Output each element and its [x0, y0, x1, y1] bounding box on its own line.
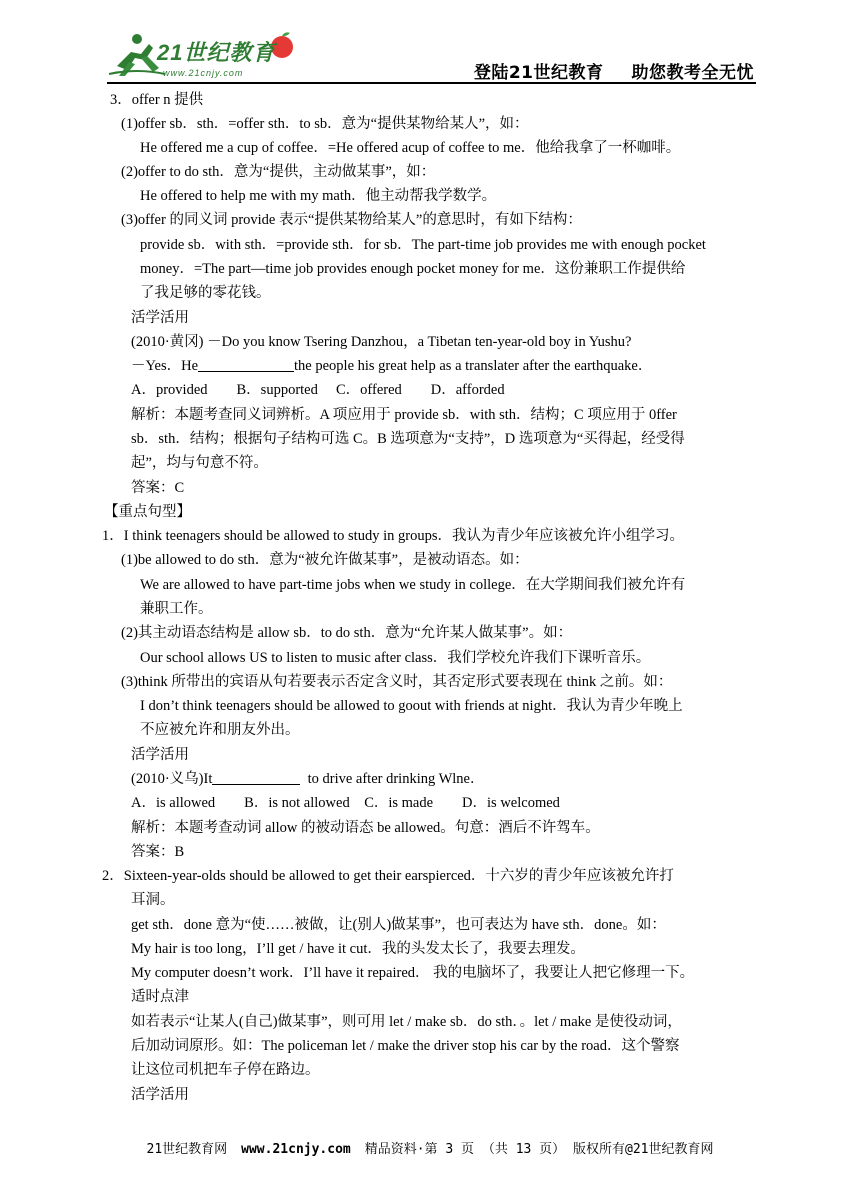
answer-line: 答案：B [131, 844, 185, 860]
text-line: (1)be allowed to do sth．意为“被允许做某事”，是被动语态。如： [121, 552, 529, 568]
header-slogan [446, 58, 754, 83]
text-line: 不应被允许和朋友外出。 [140, 722, 300, 738]
logo-url: www.21cnjy.com [163, 68, 244, 78]
page-footer [0, 1138, 860, 1157]
footer-right: 精品资料·第 3 页 （共 13 页） 版权所有@21世纪教育网 [364, 1142, 714, 1157]
text-line: (1)offer sb．sth．=offer sth．to sb．意为“提供某物给某人”，如： [121, 116, 529, 132]
section-heading: 【重点句型】 [104, 504, 191, 520]
answer-options: A．provided B．supported C．offered D．afforded [131, 382, 505, 398]
slogan-1: 登陆21世纪教育 [473, 63, 604, 83]
text-line: 2．Sixteen-year-olds should be allowed to get their earspierced．十六岁的青少年应该被允许打 [102, 868, 674, 884]
footer-site-link[interactable]: www.21cnjy.com [241, 1142, 351, 1157]
text-line: We are allowed to have part-time jobs when we study in college．在大学期间我们被允许有 [140, 577, 686, 593]
question-line: (2010·义乌)It to drive after drinking Wlne． [131, 771, 485, 787]
text-line: sb．sth．结构；根据句子结构可选 C。B 选项意为“支持”，D 选项意为“买得起，经受得 [131, 431, 685, 447]
answer-blank [198, 356, 294, 372]
text-line: 解析：本题考查动词 allow 的被动语态 be allowed。句意：酒后不许驾车。 [131, 820, 600, 836]
text-line: provide sb．with sth．=provide sth．for sb．The part-time job provides me with enough pocket [140, 237, 706, 253]
text-line: 后加动词原形。如：The policeman let / make the driver stop his car by the road．这个警察 [131, 1038, 680, 1054]
text-line: 如若表示“让某人(自己)做某事”，则可用 let / make sb．do sth．。let / make 是使役动词， [131, 1014, 682, 1030]
text-line: (3)offer 的同义词 provide 表示“提供某物给某人”的意思时，有如下结构： [121, 212, 582, 228]
practice-label: 活学活用 [131, 1087, 189, 1103]
answer-line: 答案：C [131, 480, 185, 496]
logo [107, 30, 307, 80]
text-line: get sth．done 意为“使……被做，让(别人)做某事”，也可表达为 have sth．done。如： [131, 917, 666, 933]
logo-text: 21世纪教育 [157, 40, 276, 65]
header-rule [107, 82, 756, 84]
text-line: My computer doesn’t work．I’ll have it repaired． 我的电脑坏了，我要让人把它修理一下。 [131, 965, 695, 981]
text-line: (2010·黄冈) －Do you know Tsering Danzhou，a Tibetan ten-year-old boy in Yushu? [131, 334, 632, 350]
text-line: (2)offer to do sth．意为“提供，主动做某事”，如： [121, 164, 436, 180]
text-line: 兼职工作。 [140, 601, 213, 617]
question-line: －Yes．He the people his great help as a translater after the earthquake． [131, 358, 653, 374]
text-line: I don’t think teenagers should be allowed to goout with friends at night．我认为青少年晚上 [140, 698, 683, 714]
answer-options: A．is allowed B．is not allowed C．is made D．is welcomed [131, 795, 560, 811]
text-line: 1．I think teenagers should be allowed to study in groups．我认为青少年应该被允许小组学习。 [102, 528, 684, 544]
section-heading: 3．offer n 提供 [110, 92, 204, 108]
page-header [107, 28, 756, 84]
text-line: 耳洞。 [131, 892, 175, 908]
text-line: (2)其主动语态结构是 allow sb．to do sth．意为“允许某人做某事”。如： [121, 625, 573, 641]
slogan-2: 助您教考全无忧 [631, 63, 754, 83]
practice-label: 活学活用 [131, 747, 189, 763]
text-line: 起”，均与句意不符。 [131, 455, 268, 471]
tip-label: 适时点津 [131, 989, 189, 1005]
text-line: He offered me a cup of coffee．=He offered acup of coffee to me．他给我拿了一杯咖啡。 [140, 140, 681, 156]
text-line: (3)think 所带出的宾语从句若要表示否定含义时，其否定形式要表现在 think 之前。如： [121, 674, 673, 690]
answer-blank [212, 769, 300, 785]
text-line: My hair is too long，I’ll get / have it cut．我的头发太长了，我要去理发。 [131, 941, 585, 957]
text-line: money．=The part—time job provides enough pocket money for me．这份兼职工作提供给 [140, 261, 686, 277]
text-line: 了我足够的零花钱。 [140, 285, 271, 301]
text-line: 解析：本题考查同义词辨析。A 项应用于 provide sb．with sth．结构；C 项应用于 0ffer [131, 407, 677, 423]
footer-left: 21世纪教育网 [146, 1142, 228, 1157]
text-line: Our school allows US to listen to music after class．我们学校允许我们下课听音乐。 [140, 650, 651, 666]
text-line: He offered to help me with my math．他主动帮我学数学。 [140, 188, 497, 204]
practice-label: 活学活用 [131, 310, 189, 326]
text-line: 让这位司机把车子停在路边。 [131, 1062, 320, 1078]
